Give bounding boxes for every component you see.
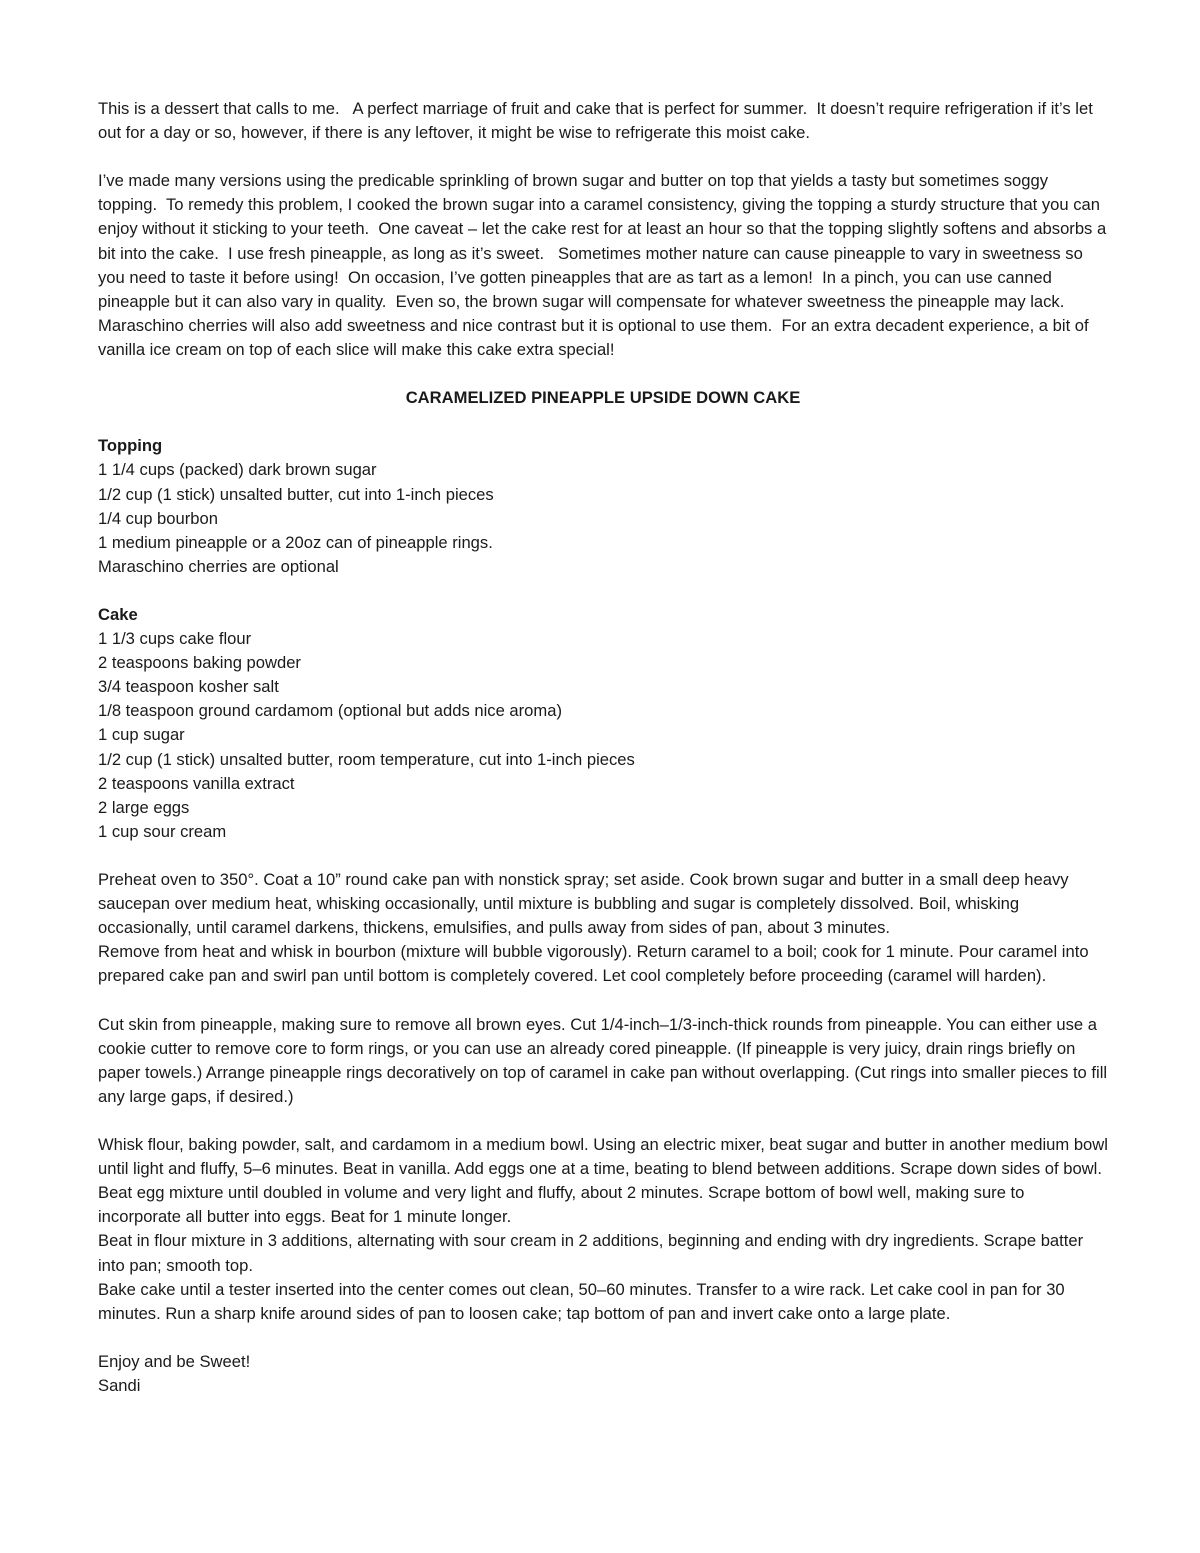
recipe-title: CARAMELIZED PINEAPPLE UPSIDE DOWN CAKE [405,388,801,408]
cake-ingredient: 1/8 teaspoon ground cardamom (optional but adds nice aroma) [98,701,562,721]
direction-paragraph: Bake cake until a tester inserted into the center comes out clean, 50–60 minutes. Transfer to a wire rack. Let cake cool in pan for 30 minutes. Run a sharp knife around sides of pan to loosen cake; tap bottom of pan and invert cake onto a large plate. [98,1279,1070,1323]
signoff-author: Sandi [98,1375,141,1395]
intro-paragraph-2: I’ve made many versions using the predicable sprinkling of brown sugar and butter on top that yields a tasty but sometimes soggy topping. To remedy this problem, I cooked the brown sugar into a caramel consistency, giving the topping a sturdy structure that you can enjoy without it sticking to your teeth. One caveat – let the cake rest for at least an hour so that the topping slightly softens and absorbs a bit into the cake. I use fresh pineapple, as long as it’s sweet. Sometimes mother nature can cause pineapple to vary in sweetness so you need to taste it before using! On occasion, I’ve gotten pineapples that are as tart as a lemon! In a pinch, you can use canned pineapple but it can also vary in quality. Even so, the brown sugar will compensate for whatever sweetness the pineapple may lack. Maraschino cherries will also add sweetness and nice contrast but it is optional to use them. For an extra decadent experience, a bit of vanilla ice cream on top of each slice will make this cake extra special! [98,171,1111,359]
direction-paragraph: Beat in flour mixture in 3 additions, alternating with sour cream in 2 additions, beginning and ending with dry ingredients. Scrape batter into pan; smooth top. [98,1231,1088,1275]
cake-ingredient-list [98,627,1108,844]
direction-paragraph: Remove from heat and whisk in bourbon (mixture will bubble vigorously). Return caramel to a boil; cook for 1 minute. Pour caramel into prepared cake pan and swirl pan until bottom is completely covered. Let cool completely before proceeding (caramel will harden). [98,942,1094,986]
cake-ingredient: 2 large eggs [98,797,190,817]
intro-paragraph-1: This is a dessert that calls to me. A perfect marriage of fruit and cake that is perfect for summer. It doesn’t require refrigeration if it’s let out for a day or so, however, if there is any leftover, it might be wise to refrigerate this moist cake. [98,99,1098,143]
direction-paragraph: Preheat oven to 350°. Coat a 10” round cake pan with nonstick spray; set aside. Cook brown sugar and butter in a small deep heavy saucepan over medium heat, whisking occasionally, until mixture is bubbling and sugar is completely dissolved. Boil, whisking occasionally, until caramel darkens, thickens, emulsifies, and pulls away from sides of pan, about 3 minutes. [98,870,1074,938]
cake-ingredient: 1 cup sugar [98,725,185,745]
cake-ingredient: 3/4 teaspoon kosher salt [98,677,279,697]
directions-caramel [98,868,1108,988]
topping-ingredient-list [98,458,1108,578]
topping-ingredient: 1 1/4 cups (packed) dark brown sugar [98,460,377,480]
cake-ingredient: 1 1/3 cups cake flour [98,629,252,649]
cake-ingredient: 2 teaspoons baking powder [98,653,301,673]
topping-ingredient: 1/4 cup bourbon [98,508,218,528]
direction-paragraph: Whisk flour, baking powder, salt, and cardamom in a medium bowl. Using an electric mixer, beat sugar and butter in another medium bowl until light and fluffy, 5–6 minutes. Beat in vanilla. Add eggs one at a time, beating to blend between additions. Scrape down sides of bowl. Beat egg mixture until doubled in volume and very light and fluffy, about 2 minutes. Scrape bottom of bowl well, making sure to incorporate all butter into eggs. Beat for 1 minute longer. [98,1135,1113,1227]
directions-pineapple: Cut skin from pineapple, making sure to remove all brown eyes. Cut 1/4-inch–1/3-inch-thick rounds from pineapple. You can either use a cookie cutter to remove core to form rings, or you can use an already cored pineapple. (If pineapple is very juicy, drain rings briefly on paper towels.) Arrange pineapple rings decoratively on top of caramel in cake pan without overlapping. (Cut rings into smaller pieces to fill any large gaps, if desired.) [98,1014,1112,1106]
cake-ingredient: 2 teaspoons vanilla extract [98,773,295,793]
directions-batter [98,1133,1113,1326]
topping-ingredient: 1 medium pineapple or a 20oz can of pineapple rings. [98,532,493,552]
topping-ingredient: 1/2 cup (1 stick) unsalted butter, cut into 1-inch pieces [98,484,494,504]
cake-ingredient: 1/2 cup (1 stick) unsalted butter, room temperature, cut into 1-inch pieces [98,749,635,769]
topping-ingredient: Maraschino cherries are optional [98,556,339,576]
cake-ingredient: 1 cup sour cream [98,821,227,841]
cake-heading: Cake [98,604,138,624]
topping-heading: Topping [98,436,163,456]
document-page [98,97,1113,1398]
signoff [98,1350,1108,1398]
signoff-line: Enjoy and be Sweet! [98,1351,251,1371]
